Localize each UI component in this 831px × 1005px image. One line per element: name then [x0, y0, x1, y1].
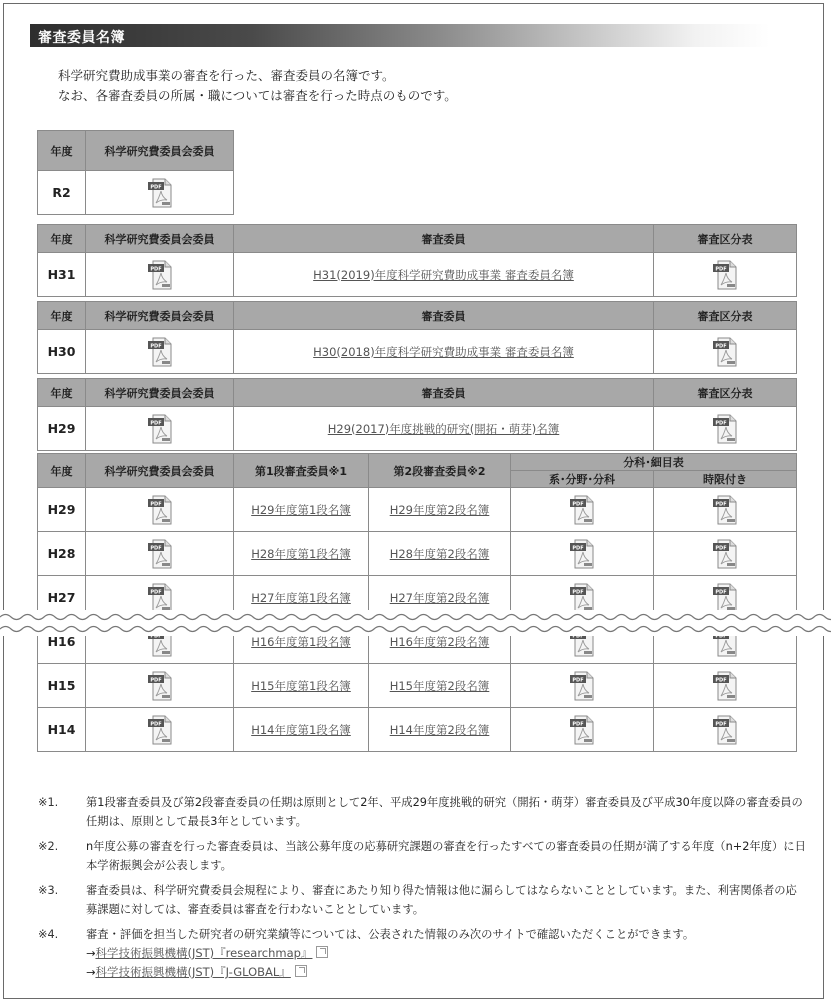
- pdf-file-icon[interactable]: [147, 539, 173, 569]
- header-committee: 科学研究費委員会委員: [86, 225, 234, 253]
- table-row: [38, 171, 234, 215]
- year-cell: H28: [38, 532, 86, 576]
- header-stage2: 第2段審査委員※2: [369, 454, 511, 488]
- header-review-category: 審査区分表: [654, 225, 797, 253]
- note-text: 審査委員は、科学研究費委員会規程により、審査にあたり知り得た情報は他に漏らしてはならないこととしています。また、利害関係者の応募課題に対しては、審査委員は審査を行わないこととしています。: [86, 884, 797, 916]
- year-cell: H31: [38, 253, 86, 297]
- note-item: [38, 793, 808, 831]
- header-review-category: 審査区分表: [654, 302, 797, 330]
- link-arrow: →: [86, 947, 96, 960]
- note-mark: ※3.: [38, 884, 59, 897]
- year-cell: R2: [38, 171, 86, 215]
- header-stage1: 第1段審査委員※1: [234, 454, 369, 488]
- header-time-limited: 時限付き: [654, 471, 797, 488]
- header-reviewers: 審査委員: [234, 379, 654, 407]
- header-year: 年度: [38, 379, 86, 407]
- table-h30: [37, 301, 797, 374]
- stage2-list-link[interactable]: H15年度第2段名簿: [389, 678, 490, 693]
- note-text: 第1段審査委員及び第2段審査委員の任期は原則として2年、平成29年度挑戦的研究（開拓・萌芽）審査委員及び平成30年度以降の審査委員の任期は、原則として最長3年としています。: [86, 796, 803, 828]
- pdf-file-icon[interactable]: [712, 671, 738, 701]
- table-row: [38, 407, 797, 451]
- note-item: [38, 837, 808, 875]
- table-row: [38, 532, 797, 576]
- reviewer-list-link[interactable]: H29(2017)年度挑戦的研究(開拓・萌芽)名簿: [327, 421, 560, 436]
- header-committee: 科学研究費委員会委員: [86, 131, 234, 171]
- table-break-wave: [0, 610, 831, 636]
- note-text: n年度公募の審査を行った審査委員は、当該公募年度の応募研究課題の審査を行ったすべての審査委員の任期が満了する年度（n+2年度）に日本学術振興会が公表します。: [86, 840, 806, 872]
- reviewer-list-link[interactable]: H31(2019)年度科学研究費助成事業 審査委員名簿: [313, 267, 574, 282]
- intro-line-1: 科学研究費助成事業の審査を行った、審査委員の名簿です。: [58, 68, 395, 83]
- stage1-list-link[interactable]: H15年度第1段名簿: [251, 678, 351, 693]
- table-row: [38, 488, 797, 532]
- pdf-file-icon[interactable]: [147, 715, 173, 745]
- pdf-file-icon[interactable]: [569, 715, 595, 745]
- page-title: 審査委員名簿: [38, 30, 125, 46]
- year-cell: H16: [38, 620, 86, 664]
- header-classification-group: 分科･細目表: [511, 454, 797, 471]
- pdf-file-icon[interactable]: [147, 495, 173, 525]
- stage2-list-link[interactable]: H14年度第2段名簿: [389, 722, 490, 737]
- table-row: [38, 253, 797, 297]
- pdf-file-icon[interactable]: [712, 414, 738, 444]
- header-year: 年度: [38, 131, 86, 171]
- header-committee: 科学研究費委員会委員: [86, 454, 234, 488]
- pdf-file-icon[interactable]: [712, 583, 738, 613]
- pdf-file-icon[interactable]: [569, 671, 595, 701]
- intro-line-2: なお、各審査委員の所属・職については審査を行った時点のものです。: [58, 88, 457, 103]
- table-main: [37, 453, 797, 752]
- stage2-list-link[interactable]: H16年度第2段名簿: [389, 634, 490, 649]
- pdf-file-icon[interactable]: [569, 495, 595, 525]
- year-cell: H15: [38, 664, 86, 708]
- external-link-icon[interactable]: [316, 946, 328, 958]
- section-title-bar: [30, 24, 770, 47]
- j-global-link[interactable]: 科学技術振興機構(JST)『J-GLOBAL』: [95, 965, 291, 979]
- table-h31: [37, 224, 797, 297]
- header-review-category: 審査区分表: [654, 379, 797, 407]
- stage1-list-link[interactable]: H14年度第1段名簿: [251, 722, 351, 737]
- header-committee: 科学研究費委員会委員: [86, 379, 234, 407]
- table-r2: [37, 130, 234, 215]
- note-mark: ※2.: [38, 840, 59, 853]
- reviewer-list-link[interactable]: H30(2018)年度科学研究費助成事業 審査委員名簿: [313, 344, 574, 359]
- intro-text: [58, 66, 457, 106]
- notes-section: [38, 793, 808, 988]
- pdf-file-icon[interactable]: [147, 337, 173, 367]
- stage1-list-link[interactable]: H29年度第1段名簿: [251, 502, 351, 517]
- stage2-list-link[interactable]: H27年度第2段名簿: [389, 590, 490, 605]
- note-item: [38, 881, 808, 919]
- stage2-list-link[interactable]: H28年度第2段名簿: [389, 546, 490, 561]
- pdf-file-icon[interactable]: [712, 715, 738, 745]
- header-committee: 科学研究費委員会委員: [86, 302, 234, 330]
- pdf-file-icon[interactable]: [147, 414, 173, 444]
- note-mark: ※1.: [38, 796, 59, 809]
- pdf-file-icon[interactable]: [569, 583, 595, 613]
- note-item: [38, 925, 808, 982]
- pdf-file-icon[interactable]: [712, 539, 738, 569]
- stage2-list-link[interactable]: H29年度第2段名簿: [389, 502, 490, 517]
- pdf-file-icon[interactable]: [147, 583, 173, 613]
- pdf-file-icon[interactable]: [147, 260, 173, 290]
- researchmap-link[interactable]: 科学技術振興機構(JST)『researchmap』: [95, 946, 313, 960]
- pdf-file-icon[interactable]: [569, 539, 595, 569]
- pdf-file-icon[interactable]: [712, 495, 738, 525]
- pdf-file-icon[interactable]: [712, 260, 738, 290]
- header-reviewers: 審査委員: [234, 302, 654, 330]
- year-cell: H27: [38, 576, 86, 620]
- header-year: 年度: [38, 225, 86, 253]
- table-row: [38, 330, 797, 374]
- pdf-file-icon[interactable]: [147, 671, 173, 701]
- header-field: 系･分野･分科: [511, 471, 654, 488]
- note-text: 審査・評価を担当した研究者の研究業績等については、公表された情報のみ次のサイトで確認いただくことができます。: [86, 928, 695, 941]
- year-cell: H29: [38, 407, 86, 451]
- year-cell: H14: [38, 708, 86, 752]
- pdf-file-icon[interactable]: [712, 337, 738, 367]
- table-h29: [37, 378, 797, 451]
- pdf-file-icon[interactable]: [147, 178, 173, 208]
- header-year: 年度: [38, 454, 86, 488]
- stage1-list-link[interactable]: H28年度第1段名簿: [251, 546, 351, 561]
- stage1-list-link[interactable]: H16年度第1段名簿: [251, 634, 351, 649]
- note-mark: ※4.: [38, 928, 59, 941]
- table-row: [38, 708, 797, 752]
- year-cell: H29: [38, 488, 86, 532]
- table-row: [38, 664, 797, 708]
- link-arrow: →: [86, 966, 96, 979]
- year-cell: H30: [38, 330, 86, 374]
- header-reviewers: 審査委員: [234, 225, 654, 253]
- header-year: 年度: [38, 302, 86, 330]
- external-link-icon[interactable]: [295, 965, 307, 977]
- stage1-list-link[interactable]: H27年度第1段名簿: [251, 590, 351, 605]
